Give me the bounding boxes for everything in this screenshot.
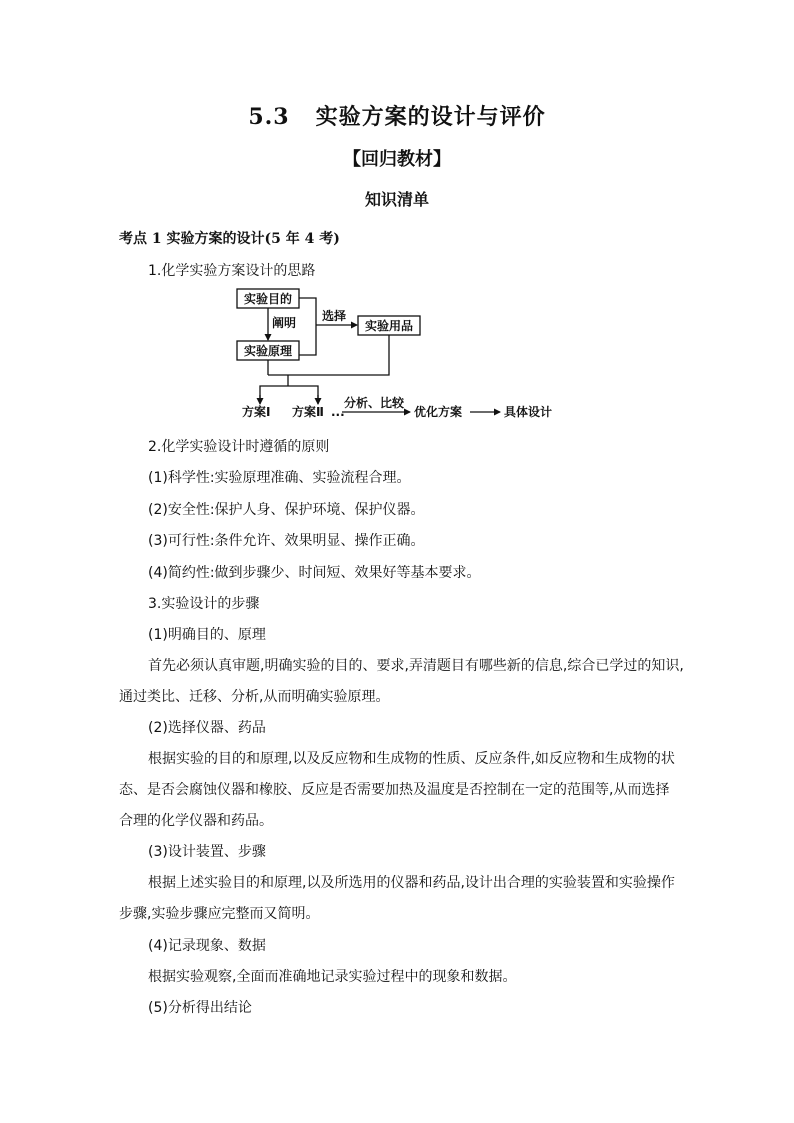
item1-title: 1.化学实验方案设计的思路 [148,263,316,279]
box-purpose-label: 实验目的 [243,292,293,306]
step5-title: (5)分析得出结论 [148,1000,252,1016]
specific-label: 具体设计 [504,405,553,419]
step2-line1: 根据实验的目的和原理,以及反应物和生成物的性质、反应条件,如反应物和生成物的状 [148,751,675,767]
step2-line3: 合理的化学仪器和药品。 [119,813,273,829]
ellipsis-label: ... [331,405,345,419]
step2-title: (2)选择仪器、药品 [148,720,266,736]
connector-bracket [299,298,316,355]
principle-4: (4)简约性:做到步骤少、时间短、效果好等基本要求。 [148,565,481,581]
step1-line1: 首先必须认真审题,明确实验的目的、要求,弄清题目有哪些新的信息,综合已学过的知识, [148,658,684,674]
step4-title: (4)记录现象、数据 [148,938,266,954]
title-text: 实验方案的设计与评价 [315,104,546,130]
principle-3: (3)可行性:条件允许、效果明显、操作正确。 [148,533,425,549]
label-explain: 阐明 [272,316,297,330]
step1-title: (1)明确目的、原理 [148,627,266,643]
label-analyze: 分析、比较 [344,396,405,410]
plan2-label: 方案Ⅱ [292,405,324,419]
step4-line1: 根据实验观察,全面而准确地记录实验过程中的现象和数据。 [148,969,517,985]
label-choose: 选择 [322,309,347,323]
section-heading: 【回归教材】 [343,149,451,170]
step3-line1: 根据上述实验目的和原理,以及所选用的仪器和药品,设计出合理的实验装置和实验操作 [148,875,675,891]
item3-title: 3.实验设计的步骤 [148,596,260,612]
branch-bar [260,386,318,403]
principle-2: (2)安全性:保护人身、保护环境、保护仪器。 [148,502,425,518]
optimized-label: 优化方案 [414,405,463,419]
kaodian-heading: 考点 1 实验方案的设计(5 年 4 考) [119,231,340,247]
subheading: 知识清单 [364,190,429,209]
page-title [0,100,794,131]
step2-line2: 态、是否会腐蚀仪器和橡胶、反应是否需要加热及温度是否控制在一定的范围等,从而选择 [119,782,670,798]
principle-1: (1)科学性:实验原理准确、实验流程合理。 [148,470,411,486]
title-number: 5.3 [248,104,290,130]
flow-diagram [230,285,570,425]
box-supplies-label: 实验用品 [364,319,414,333]
item2-title: 2.化学实验设计时遵循的原则 [148,439,330,455]
step3-title: (3)设计装置、步骤 [148,844,266,860]
plan1-label: 方案Ⅰ [242,405,271,419]
step3-line2: 步骤,实验步骤应完整而又简明。 [119,906,320,922]
step1-line2: 通过类比、迁移、分析,从而明确实验原理。 [119,689,390,705]
box-principle-label: 实验原理 [243,344,293,358]
